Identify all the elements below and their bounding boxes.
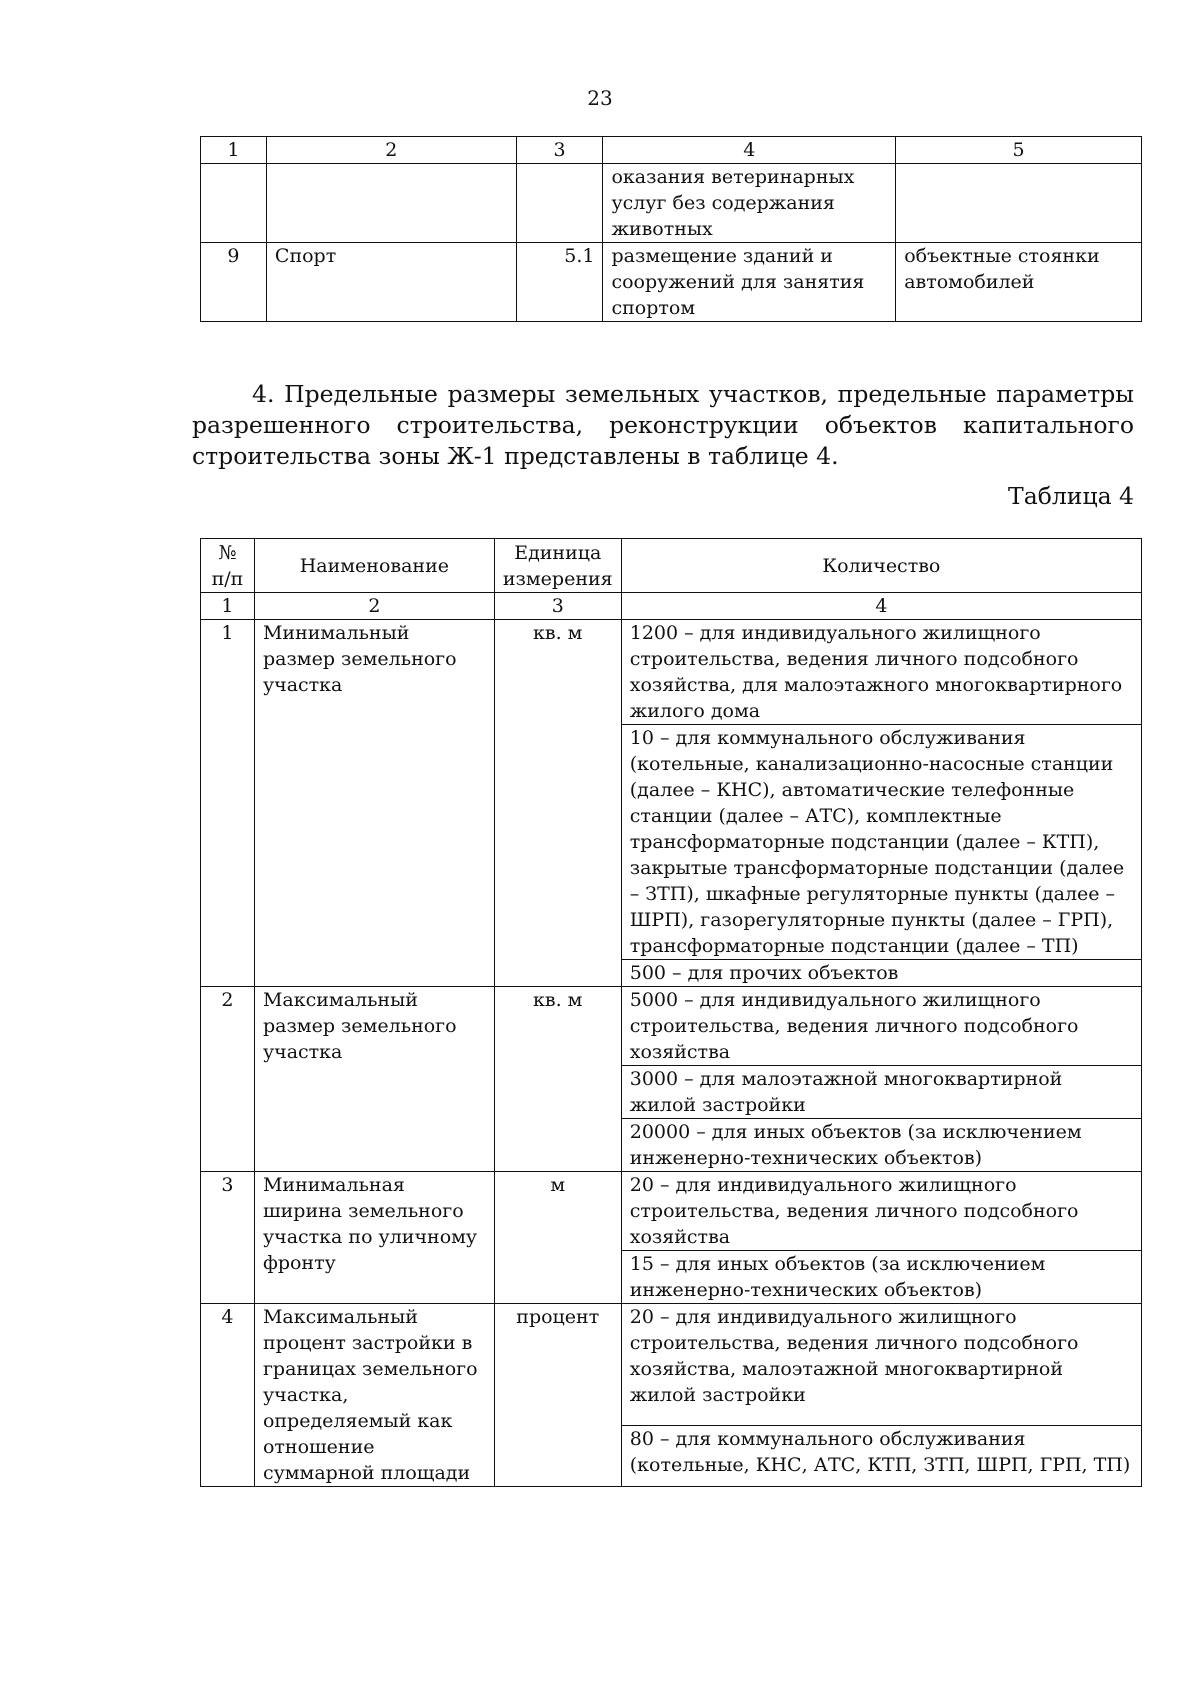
row-number: 1 (201, 620, 255, 987)
column-number: 2 (254, 593, 494, 620)
cell (266, 164, 516, 243)
row-value: 20 – для индивидуального жилищного строительства, ведения личного подсобного хозяйства (621, 1172, 1141, 1251)
table-prev-number-row (201, 137, 1142, 164)
cell: оказания ветеринарных услуг без содержания животных (603, 164, 896, 243)
row-unit: м (494, 1172, 621, 1304)
cell: объектные стоянки автомобилей (896, 243, 1142, 322)
table-caption: Таблица 4 (1008, 482, 1134, 510)
cell (896, 164, 1142, 243)
column-number: 1 (201, 137, 267, 164)
column-number: 4 (621, 593, 1141, 620)
row-number: 4 (201, 1304, 255, 1487)
row-unit: процент (494, 1304, 621, 1487)
table-row (201, 620, 1142, 725)
cell: 9 (201, 243, 267, 322)
table-row (201, 1172, 1142, 1251)
column-number: 2 (266, 137, 516, 164)
table-header-row (201, 539, 1142, 593)
header-cell-unit: Единица измерения (494, 539, 621, 593)
row-unit: кв. м (494, 620, 621, 987)
header-cell-number: № п/п (201, 539, 255, 593)
row-value: 1200 – для индивидуального жилищного строительства, ведения личного подсобного хозяйства, для малоэтажного многоквартирного жилого дома (621, 620, 1141, 725)
row-value: 500 – для прочих объектов (621, 960, 1141, 987)
table-previous-continuation (200, 136, 1142, 322)
column-number: 5 (896, 137, 1142, 164)
table-row (201, 1304, 1142, 1426)
body-paragraph: 4. Предельные размеры земельных участков, предельные параметры разрешенного строительства, реконструкции объектов капитального строительства зоны Ж-1 представлены в таблице 4. (192, 379, 1134, 470)
row-name: Минимальный размер земельного участка (254, 620, 494, 987)
column-number: 3 (516, 137, 603, 164)
table-row (201, 243, 1142, 322)
row-value: 10 – для коммунального обслуживания (котельные, канализационно-насосные станции (далее – КНС), автоматические телефонные станции (далее – АТС), комплектные трансформаторные подстанции (далее – КТП), закрытые трансформаторные подстанции (далее – ЗТП), шкафные регуляторные пункты (далее – ШРП), газорегуляторные пункты (далее – ГРП), трансформаторные подстанции (далее – ТП) (621, 725, 1141, 960)
cell (516, 164, 603, 243)
row-value: 80 – для коммунального обслуживания (котельные, КНС, АТС, КТП, ЗТП, ШРП, ГРП, ТП) (621, 1425, 1141, 1486)
row-number: 2 (201, 987, 255, 1172)
row-value: 15 – для иных объектов (за исключением инженерно-технических объектов) (621, 1251, 1141, 1304)
row-number: 3 (201, 1172, 255, 1304)
cell (201, 164, 267, 243)
header-cell-name: Наименование (254, 539, 494, 593)
cell: 5.1 (516, 243, 603, 322)
row-name: Минимальная ширина земельного участка по уличному фронту (254, 1172, 494, 1304)
row-value: 5000 – для индивидуального жилищного строительства, ведения личного подсобного хозяйства (621, 987, 1141, 1066)
header-cell-quantity: Количество (621, 539, 1141, 593)
row-name: Максимальный размер земельного участка (254, 987, 494, 1172)
row-value: 20 – для индивидуального жилищного строительства, ведения личного подсобного хозяйства, малоэтажной многоквартирной жилой застройки (621, 1304, 1141, 1426)
table-row (201, 164, 1142, 243)
row-value: 20000 – для иных объектов (за исключением инженерно-технических объектов) (621, 1119, 1141, 1172)
column-number: 3 (494, 593, 621, 620)
row-name: Максимальный процент застройки в границах земельного участка, определяемый как отношение суммарной площади (254, 1304, 494, 1487)
column-number: 1 (201, 593, 255, 620)
column-number: 4 (603, 137, 896, 164)
row-unit: кв. м (494, 987, 621, 1172)
table-row (201, 987, 1142, 1066)
cell: Спорт (266, 243, 516, 322)
table-4 (200, 538, 1142, 1487)
page-number: 23 (587, 86, 613, 110)
cell: размещение зданий и сооружений для занятия спортом (603, 243, 896, 322)
table-column-number-row (201, 593, 1142, 620)
row-value: 3000 – для малоэтажной многоквартирной жилой застройки (621, 1066, 1141, 1119)
